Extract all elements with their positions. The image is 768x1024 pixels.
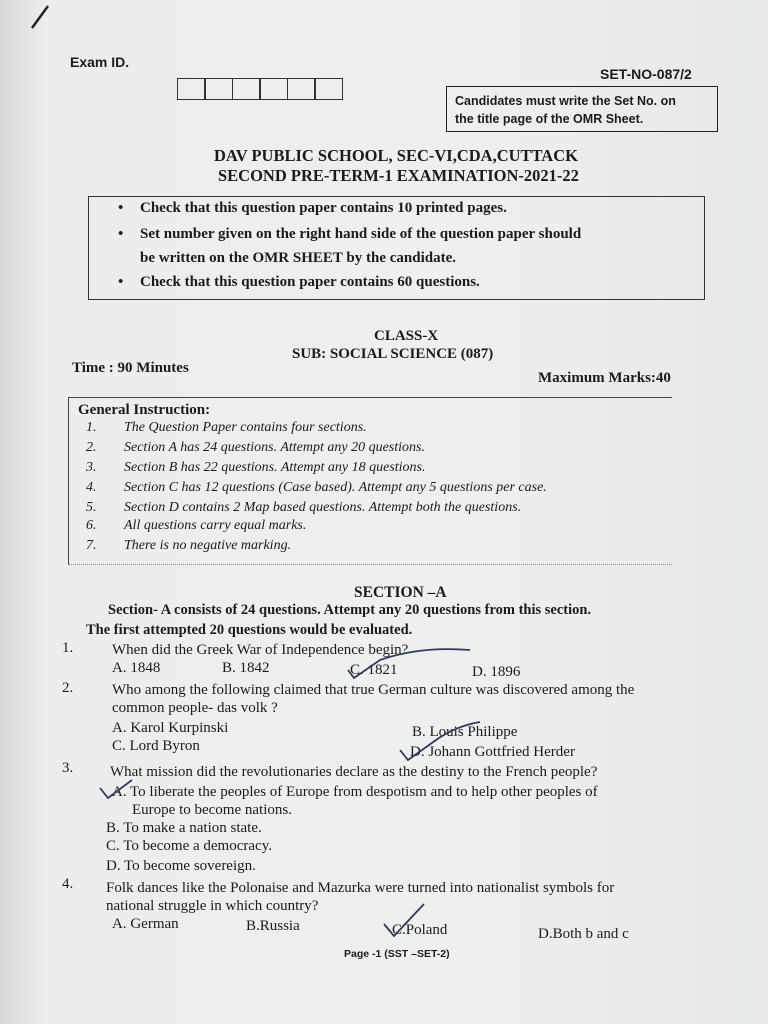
question-4-text-2: national struggle in which country? [106, 898, 319, 914]
q2-option-b[interactable]: B. Louis Philippe [412, 724, 518, 740]
subject-label: SUB: SOCIAL SCIENCE (087) [292, 346, 494, 362]
q3-option-a-cont: Europe to become nations. [132, 802, 292, 818]
section-a-intro-1: Section- A consists of 24 questions. Attempt any 20 questions from this section. [108, 602, 592, 618]
instruction-item [86, 420, 367, 436]
tick-mark-q4 [380, 900, 430, 942]
question-3-text: What mission did the revolutionaries declare as the destiny to the French people? [110, 764, 598, 780]
check-item-text: Set number given on the right hand side of the question paper should [140, 226, 582, 242]
general-instruction-title: General Instruction: [78, 402, 211, 418]
set-number: SET-NO-087/2 [600, 66, 692, 82]
class-label: CLASS-X [374, 328, 439, 344]
q2-option-a[interactable]: A. Karol Kurpinski [112, 720, 229, 736]
q4-option-a[interactable]: A. German [112, 916, 179, 932]
q3-option-c[interactable]: C. To become a democracy. [106, 838, 272, 854]
instruction-text: Section C has 12 questions (Case based). Attempt any 5 questions per case. [124, 480, 547, 495]
instruction-text: Section D contains 2 Map based questions. Attempt both the questions. [124, 500, 522, 515]
question-3-number: 3. [62, 760, 74, 776]
instruction-text: All questions carry equal marks. [124, 518, 307, 533]
instruction-text: There is no negative marking. [124, 538, 292, 553]
check-item-text: be written on the OMR SHEET by the candidate. [140, 250, 456, 266]
instruction-number: 4. [86, 480, 97, 495]
instruction-number: 6. [86, 518, 97, 533]
q4-option-b[interactable]: B.Russia [246, 918, 300, 934]
exam-id-boxes [178, 78, 343, 100]
q3-option-a[interactable]: A. To liberate the peoples of Europe from despotism and to help other peoples of [112, 784, 598, 800]
set-instruction-line-1: Candidates must write the Set No. on [455, 94, 676, 108]
set-instruction-line-2: the title page of the OMR Sheet. [455, 112, 644, 126]
q2-option-c[interactable]: C. Lord Byron [112, 738, 200, 754]
q4-option-d[interactable]: D.Both b and c [538, 926, 629, 942]
question-1-number: 1. [62, 640, 74, 656]
section-a-title: SECTION –A [354, 584, 447, 601]
instruction-number: 5. [86, 500, 97, 515]
instruction-item [86, 538, 291, 554]
q1-option-c[interactable]: C. 1821 [350, 662, 398, 678]
tick-mark-q3 [98, 776, 138, 806]
max-marks-label: Maximum Marks:40 [538, 370, 671, 386]
instruction-number: 3. [86, 460, 97, 475]
instruction-text: Section B has 22 questions. Attempt any 18 questions. [124, 460, 426, 475]
instruction-item [86, 500, 521, 516]
instruction-item [86, 480, 547, 496]
question-2-text-2: common people- das volk ? [112, 700, 278, 716]
instruction-item [86, 460, 426, 476]
check-item-3: • Check that this question paper contains 60 questions. [118, 274, 480, 290]
tick-mark-q2 [396, 716, 486, 764]
question-4-text-1: Folk dances like the Polonaise and Mazurka were turned into nationalist symbols for [106, 880, 615, 896]
check-item-1: • Check that this question paper contains 10 printed pages. [118, 200, 507, 216]
check-item-text: Check that this question paper contains 10 printed pages. [140, 200, 507, 216]
q1-option-d[interactable]: D. 1896 [472, 664, 521, 680]
tick-mark-q1 [340, 642, 475, 682]
instruction-number: 1. [86, 420, 97, 435]
q1-option-a[interactable]: A. 1848 [112, 660, 161, 676]
instruction-item [86, 518, 306, 534]
q3-option-d[interactable]: D. To become sovereign. [106, 858, 256, 874]
exam-id-label: Exam ID. [70, 54, 130, 70]
school-name: DAV PUBLIC SCHOOL, SEC-VI,CDA,CUTTACK [214, 146, 578, 165]
q3-option-b[interactable]: B. To make a nation state. [106, 820, 262, 836]
q2-option-d[interactable]: D. Johann Gottfried Herder [410, 744, 575, 760]
check-item-text: Check that this question paper contains 60 questions. [140, 274, 480, 290]
instruction-item [86, 440, 425, 456]
section-a-intro-2: The first attempted 20 questions would be evaluated. [86, 622, 413, 638]
time-label: Time : 90 Minutes [72, 360, 189, 376]
instruction-number: 7. [86, 538, 97, 553]
question-1-text: When did the Greek War of Independence begin? [112, 642, 409, 658]
corner-pen-mark [28, 2, 52, 32]
q4-option-c[interactable]: C.Poland [392, 922, 448, 938]
question-2-number: 2. [62, 680, 74, 696]
check-item-2-cont [140, 250, 456, 267]
set-instruction-box [446, 86, 718, 132]
exam-title: SECOND PRE-TERM-1 EXAMINATION-2021-22 [218, 166, 579, 185]
instruction-text: The Question Paper contains four sections. [124, 420, 367, 435]
q1-option-b[interactable]: B. 1842 [222, 660, 270, 676]
check-item-2: • Set number given on the right hand side of the question paper should [118, 226, 582, 242]
question-4-number: 4. [62, 876, 74, 892]
page-footer: Page -1 (SST –SET-2) [344, 948, 450, 960]
instruction-text: Section A has 24 questions. Attempt any 20 questions. [124, 440, 425, 455]
instruction-number: 2. [86, 440, 97, 455]
question-2-text-1: Who among the following claimed that true German culture was discovered among the [112, 682, 635, 698]
